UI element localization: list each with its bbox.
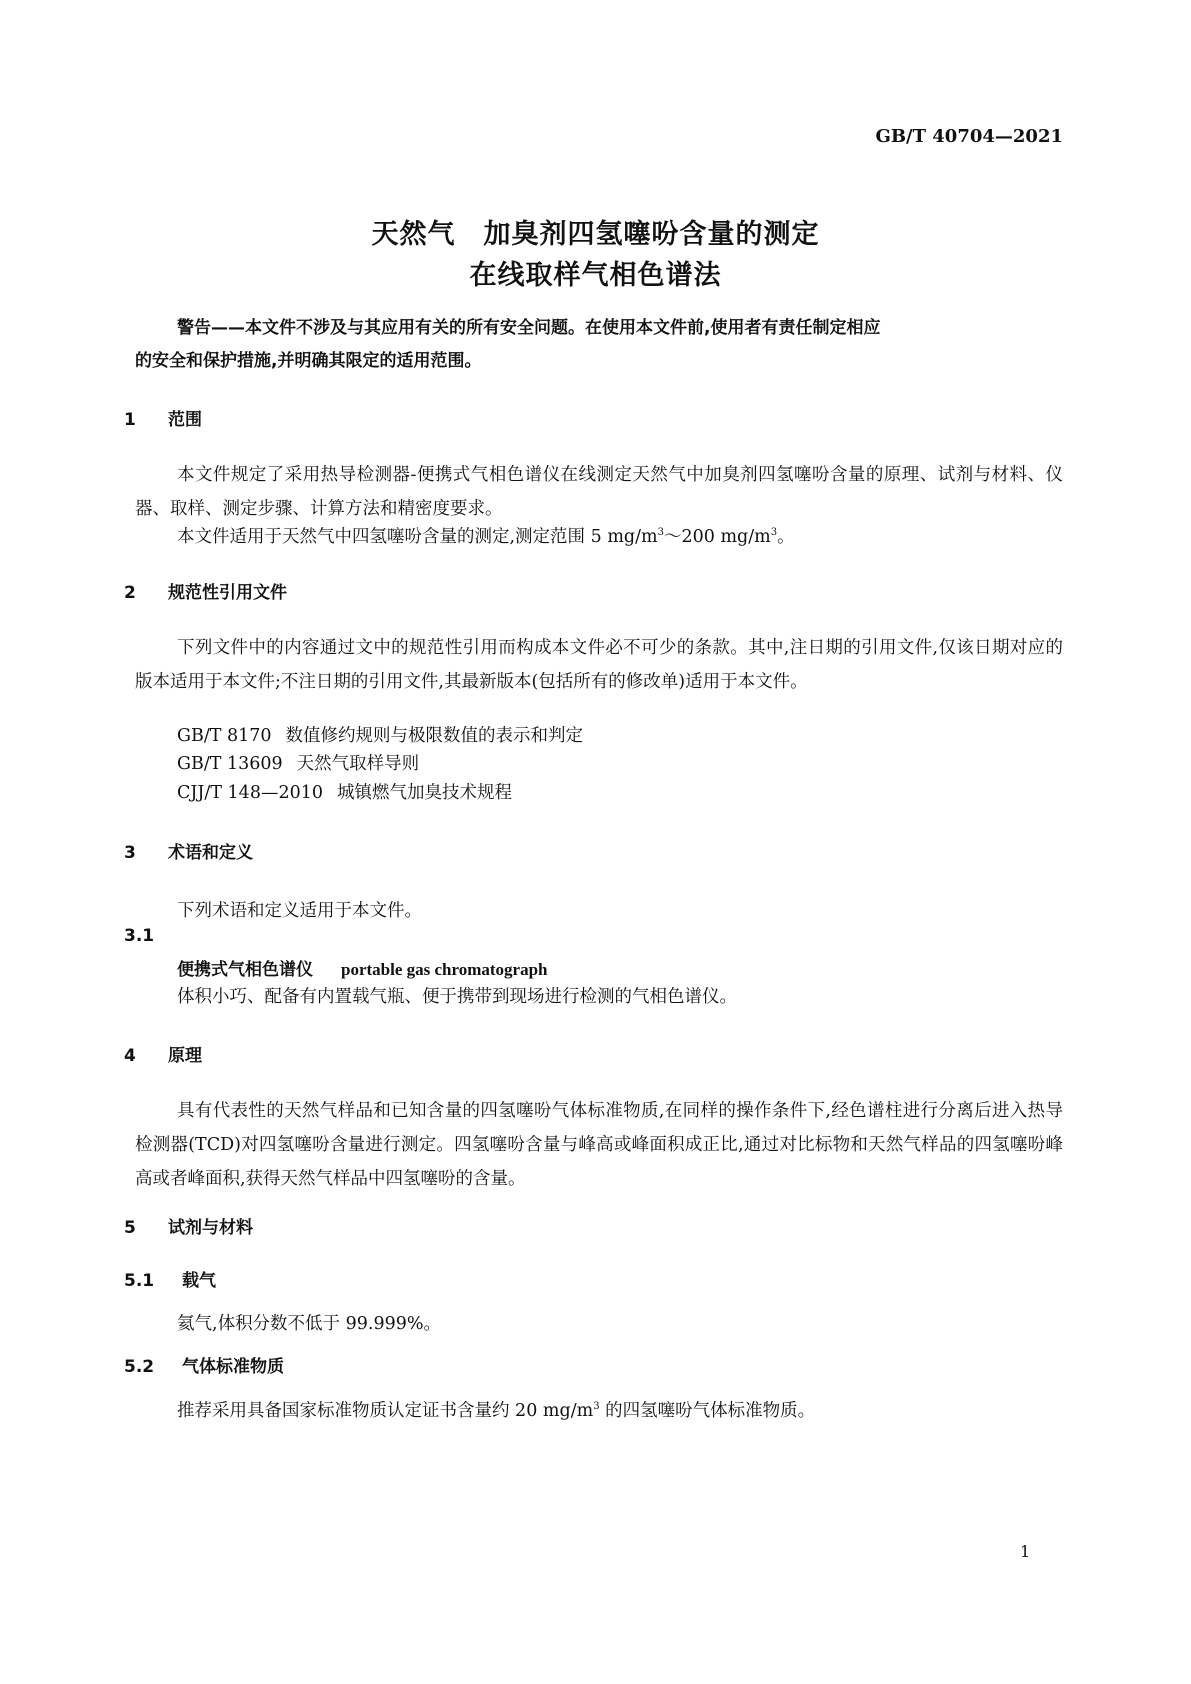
- reference-item: [177, 750, 419, 775]
- standard-code: GB/T 40704—2021: [875, 126, 1063, 147]
- reference-code: CJJ/T 148—2010: [177, 783, 323, 803]
- section-title: 原理: [168, 1046, 202, 1066]
- section-1-heading: [124, 405, 202, 430]
- superscript: 3: [657, 527, 664, 538]
- document-title-line1: 天然气 加臭剂四氢噻吩含量的测定: [371, 219, 820, 250]
- subsection-title: 气体标准物质: [182, 1357, 284, 1377]
- section-number: 3: [124, 843, 136, 863]
- subsection-title: 载气: [182, 1271, 216, 1291]
- section-1-paragraph-2: [135, 516, 1063, 554]
- reference-title: 城镇燃气加臭技术规程: [337, 783, 512, 803]
- range-text-mid: ～200 mg/m: [663, 526, 771, 547]
- warning-line2: 的安全和保护措施,并明确其限定的适用范围。: [135, 351, 482, 371]
- section-number: 4: [124, 1046, 136, 1066]
- reference-title: 天然气取样导则: [296, 754, 420, 774]
- term-en: portable gas chromatograph: [341, 960, 548, 979]
- section-4-paragraph-1: 具有代表性的天然气样品和已知含量的四氢噻吩气体标准物质,在同样的操作条件下,经色谱柱进行分离后进入热导检测器(TCD)对四氢噻吩含量进行测定。四氢噻吩含量与峰高或峰面积成正比,通过对比标物和天然气样品的四氢噻吩峰高或者峰面积,获得天然气样品中四氢噻吩的含量。: [135, 1101, 1063, 1189]
- document-title-line2: 在线取样气相色谱法: [469, 260, 722, 291]
- reference-title: 数值修约规则与极限数值的表示和判定: [285, 726, 584, 746]
- superscript: 3: [770, 527, 778, 538]
- section-2-paragraph-1: 下列文件中的内容通过文中的规范性引用而构成本文件必不可少的条款。其中,注日期的引用文件,仅该日期对应的版本适用于本文件;不注日期的引用文件,其最新版本(包括所有的修改单)适用于本文件。: [135, 638, 1063, 692]
- section-2-heading: [124, 578, 287, 603]
- warning-note: [135, 312, 1065, 378]
- section-number: 2: [124, 583, 136, 603]
- section-title: 术语和定义: [168, 843, 253, 863]
- section-3-paragraph-1: 下列术语和定义适用于本文件。: [177, 901, 422, 921]
- subsection-5-2-text: [177, 1397, 815, 1422]
- section-1-paragraph-1: 本文件规定了采用热导检测器-便携式气相色谱仪在线测定天然气中加臭剂四氢噻吩含量的原理、试剂与材料、仪器、取样、测定步骤、计算方法和精密度要求。: [135, 465, 1063, 519]
- section-number: 5: [124, 1218, 136, 1238]
- section-title: 范围: [168, 410, 202, 430]
- section-3-heading: [124, 838, 253, 863]
- page-number: 1: [1020, 1542, 1031, 1561]
- subsection-5-1-heading: [124, 1266, 216, 1291]
- term-definition: 体积小巧、配备有内置载气瓶、便于携带到现场进行检测的气相色谱仪。: [177, 987, 737, 1007]
- reference-item: [177, 779, 512, 804]
- reference-code: GB/T 13609: [177, 754, 283, 774]
- subsection-5-2-heading: [124, 1352, 284, 1377]
- subsection-number: 5.1: [124, 1271, 155, 1291]
- range-text-end: 。: [777, 526, 795, 547]
- reference-item: [177, 722, 583, 747]
- term-heading: [177, 955, 548, 980]
- subsection-number: 5.2: [124, 1357, 155, 1377]
- section-5-heading: [124, 1213, 253, 1238]
- reference-code: GB/T 8170: [177, 726, 272, 746]
- range-text: 本文件适用于天然气中四氢噻吩含量的测定,测定范围 5 mg/m: [177, 526, 658, 547]
- term-zh: 便携式气相色谱仪: [177, 960, 313, 980]
- section-title: 试剂与材料: [168, 1218, 253, 1238]
- warning-line1: 警告——本文件不涉及与其应用有关的所有安全问题。在使用本文件前,使用者有责任制定相应: [177, 318, 881, 338]
- section-4-heading: [124, 1041, 202, 1066]
- section-title: 规范性引用文件: [168, 583, 287, 603]
- subsection-5-1-text: 氦气,体积分数不低于 99.999%。: [177, 1314, 441, 1334]
- section-number: 1: [124, 410, 136, 430]
- term-number: 3.1: [124, 926, 155, 946]
- standard-material-text: 推荐采用具备国家标准物质认定证书含量约 20 mg/m: [177, 1401, 594, 1421]
- superscript: 3: [593, 1401, 600, 1413]
- standard-material-text-end: 的四氢噻吩气体标准物质。: [599, 1401, 816, 1421]
